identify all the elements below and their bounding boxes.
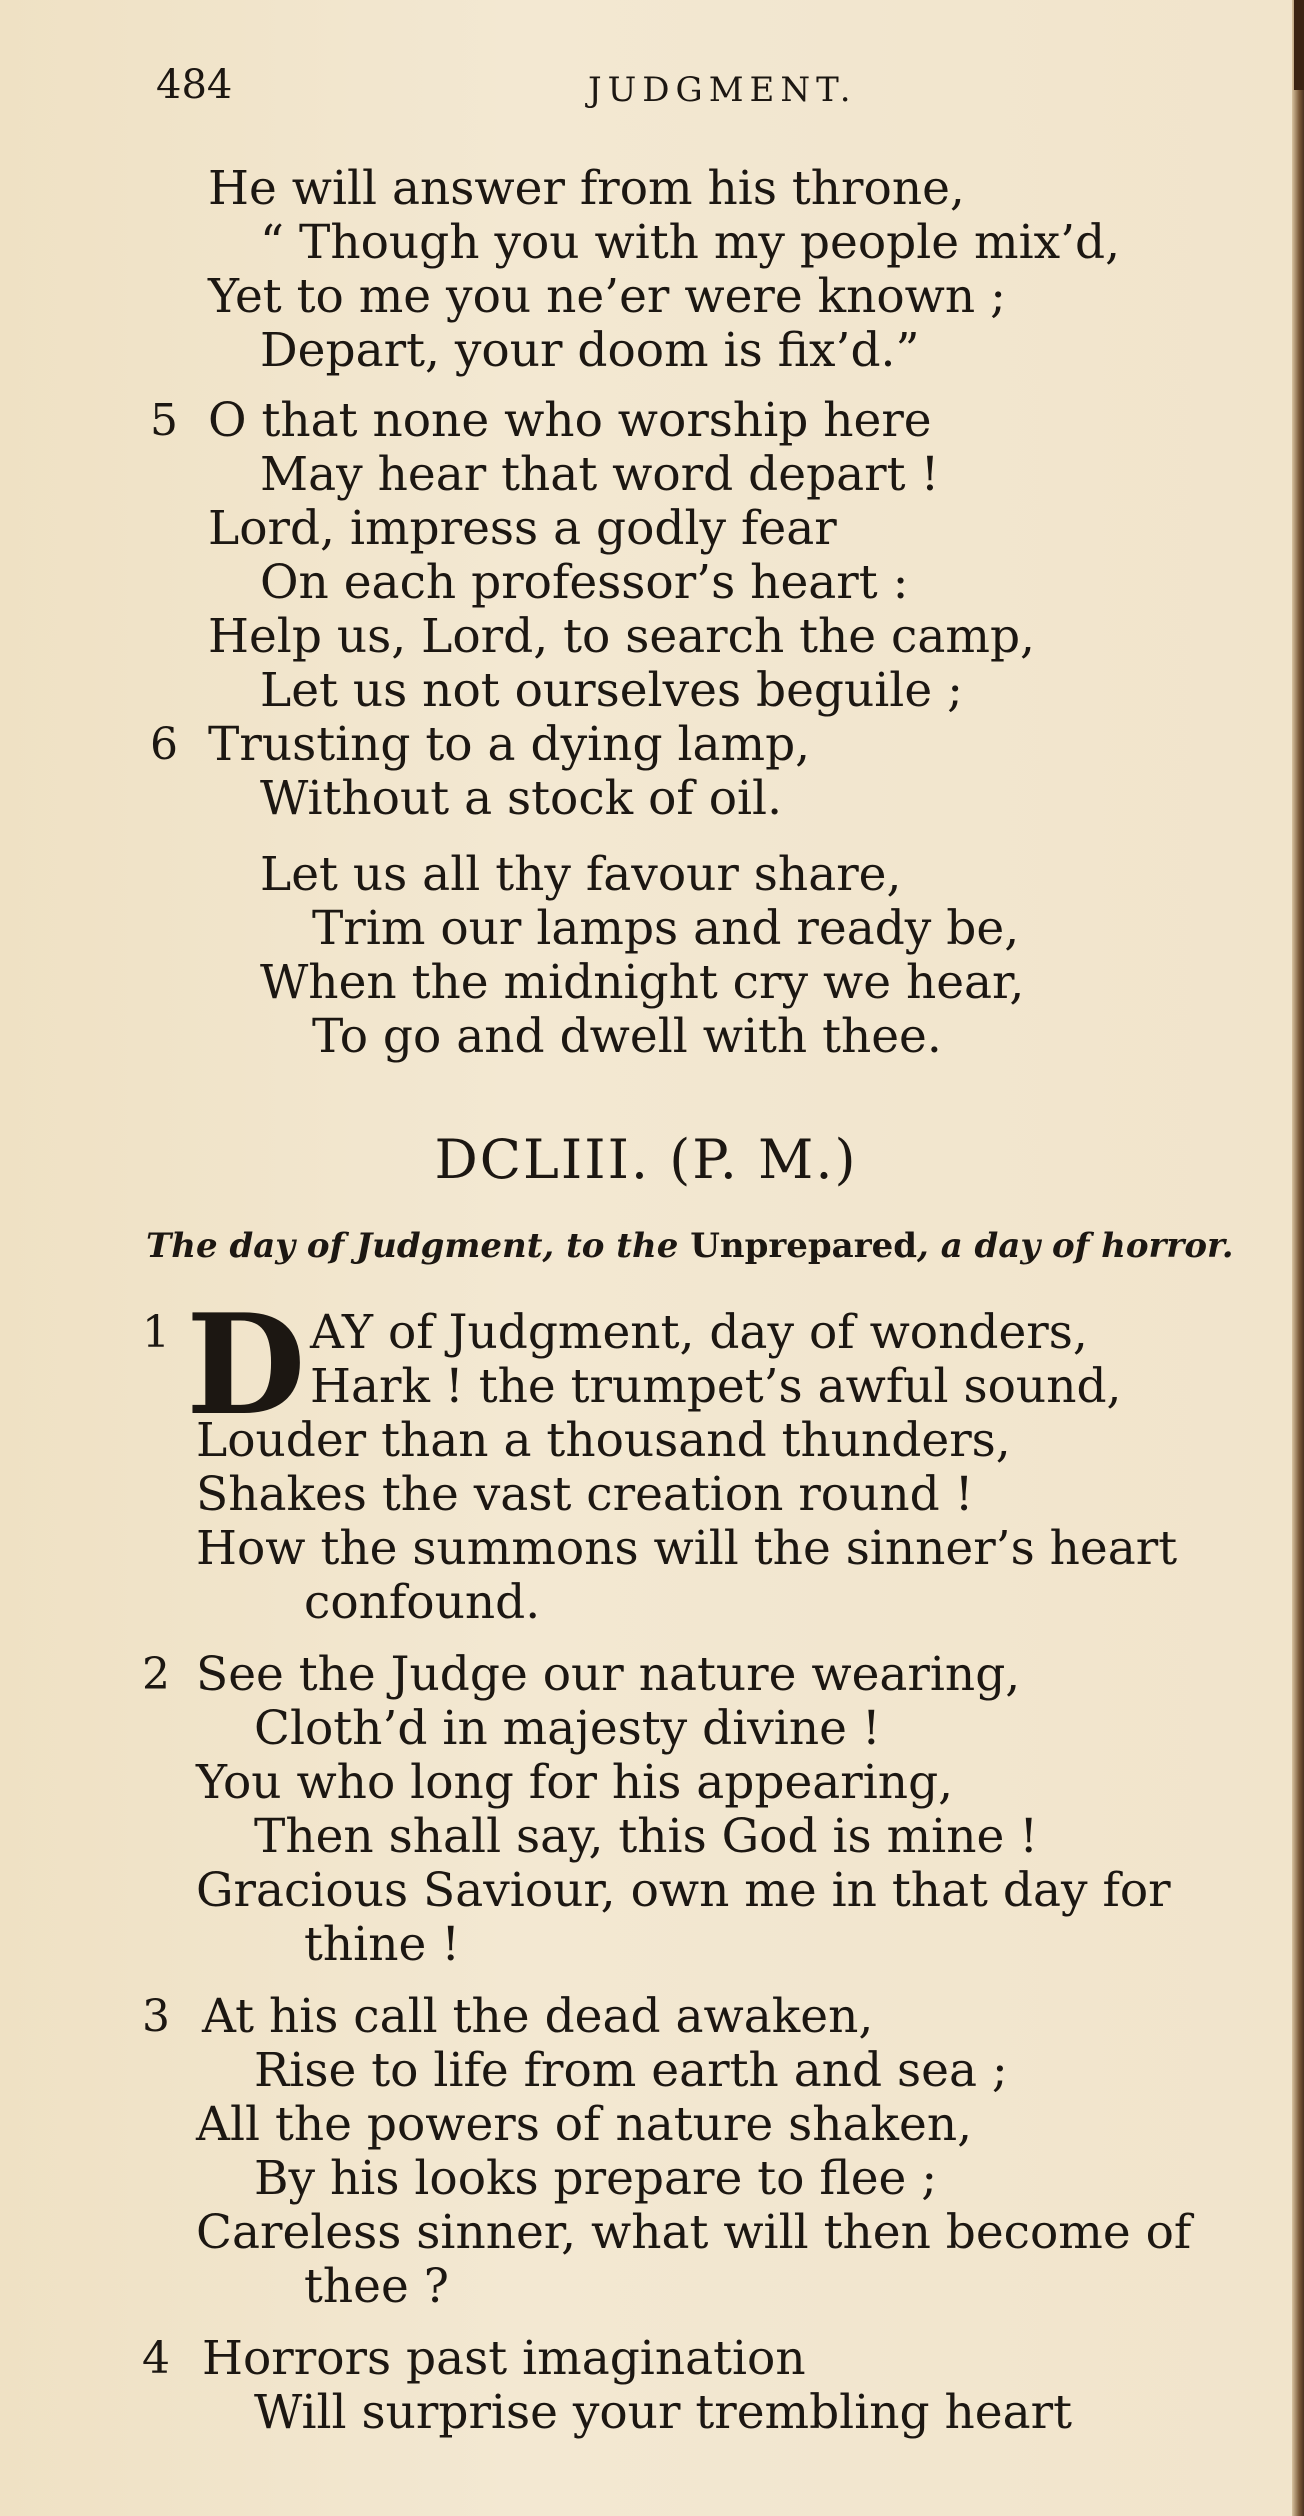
book-spine-shadow [1294,0,1304,90]
verse-line: Yet to me you ne’er were known ; [208,269,1006,324]
verse-line: He will answer from his throne, [208,161,965,216]
verse-number: 3 [142,1991,170,2042]
verse-line: thee ? [304,2259,449,2314]
verse-number: 2 [142,1649,170,1700]
page-number: 484 [156,62,233,108]
verse-line: AY of Judgment, day of wonders, [310,1305,1088,1360]
verse-line: O that none who worship here [208,393,932,448]
verse-line: May hear that word depart ! [260,447,940,502]
verse-line: All the powers of nature shaken, [196,2097,973,2152]
verse-line: Let us not ourselves beguile ; [260,663,963,718]
verse-line: Trusting to a dying lamp, [208,717,811,772]
verse-line: See the Judge our nature wearing, [196,1647,1021,1702]
verse-line: Depart, your doom is fix’d.” [260,323,920,378]
hymn-heading: DCLIII. (P. M.) [434,1128,858,1191]
verse-line: Rise to life from earth and sea ; [254,2043,1008,2098]
verse-line: confound. [304,1575,541,1630]
verse-line: “ Though you with my people mix’d, [260,215,1121,270]
verse-line: When the midnight cry we hear, [260,955,1025,1010]
verse-line: You who long for his appearing, [196,1755,954,1810]
verse-line: On each professor’s heart : [260,555,909,610]
verse-line: Without a stock of oil. [260,771,783,826]
verse-line: Horrors past imagination [202,2331,806,2386]
verse-line: thine ! [304,1917,461,1972]
hymn-subtitle [146,1226,1234,1266]
verse-line: Cloth’d in majesty divine ! [254,1701,881,1756]
verse-line: Help us, Lord, to search the camp, [208,609,1035,664]
verse-number: 5 [150,395,178,446]
verse-line: Lord, impress a godly fear [208,501,837,556]
verse-line: By his looks prepare to flee ; [254,2151,938,2206]
running-title: JUDGMENT. [588,70,857,110]
running-header [0,62,1292,122]
verse-line: Shakes the vast creation round ! [196,1467,974,1522]
verse-line: Careless sinner, what will then become of [196,2205,1192,2260]
verse-line: Louder than a thousand thunders, [196,1413,1011,1468]
verse-line: Then shall say, this God is mine ! [254,1809,1039,1864]
drop-cap: D [186,1283,306,1446]
verse-number: 6 [150,719,178,770]
verse-line: At his call the dead awaken, [202,1989,874,2044]
verse-line: Let us all thy favour share, [260,847,902,902]
verse-line: To go and dwell with thee. [312,1009,942,1064]
verse-line: Will surprise your trembling heart [254,2385,1073,2440]
verse-line: Hark ! the trumpet’s awful sound, [310,1359,1122,1414]
verse-number: 4 [142,2333,170,2384]
verse-line: Gracious Saviour, own me in that day for [196,1863,1171,1918]
verse-line: Trim our lamps and ready be, [312,901,1020,956]
subtitle-part: , a day of horror. [917,1226,1234,1266]
verse-line: How the summons will the sinner’s heart [196,1521,1178,1576]
subtitle-part: Unprepared [690,1226,918,1266]
book-spine-edge [1292,0,1304,2516]
subtitle-part: The day of Judgment, to the [146,1226,691,1266]
verse-number: 1 [142,1307,170,1358]
